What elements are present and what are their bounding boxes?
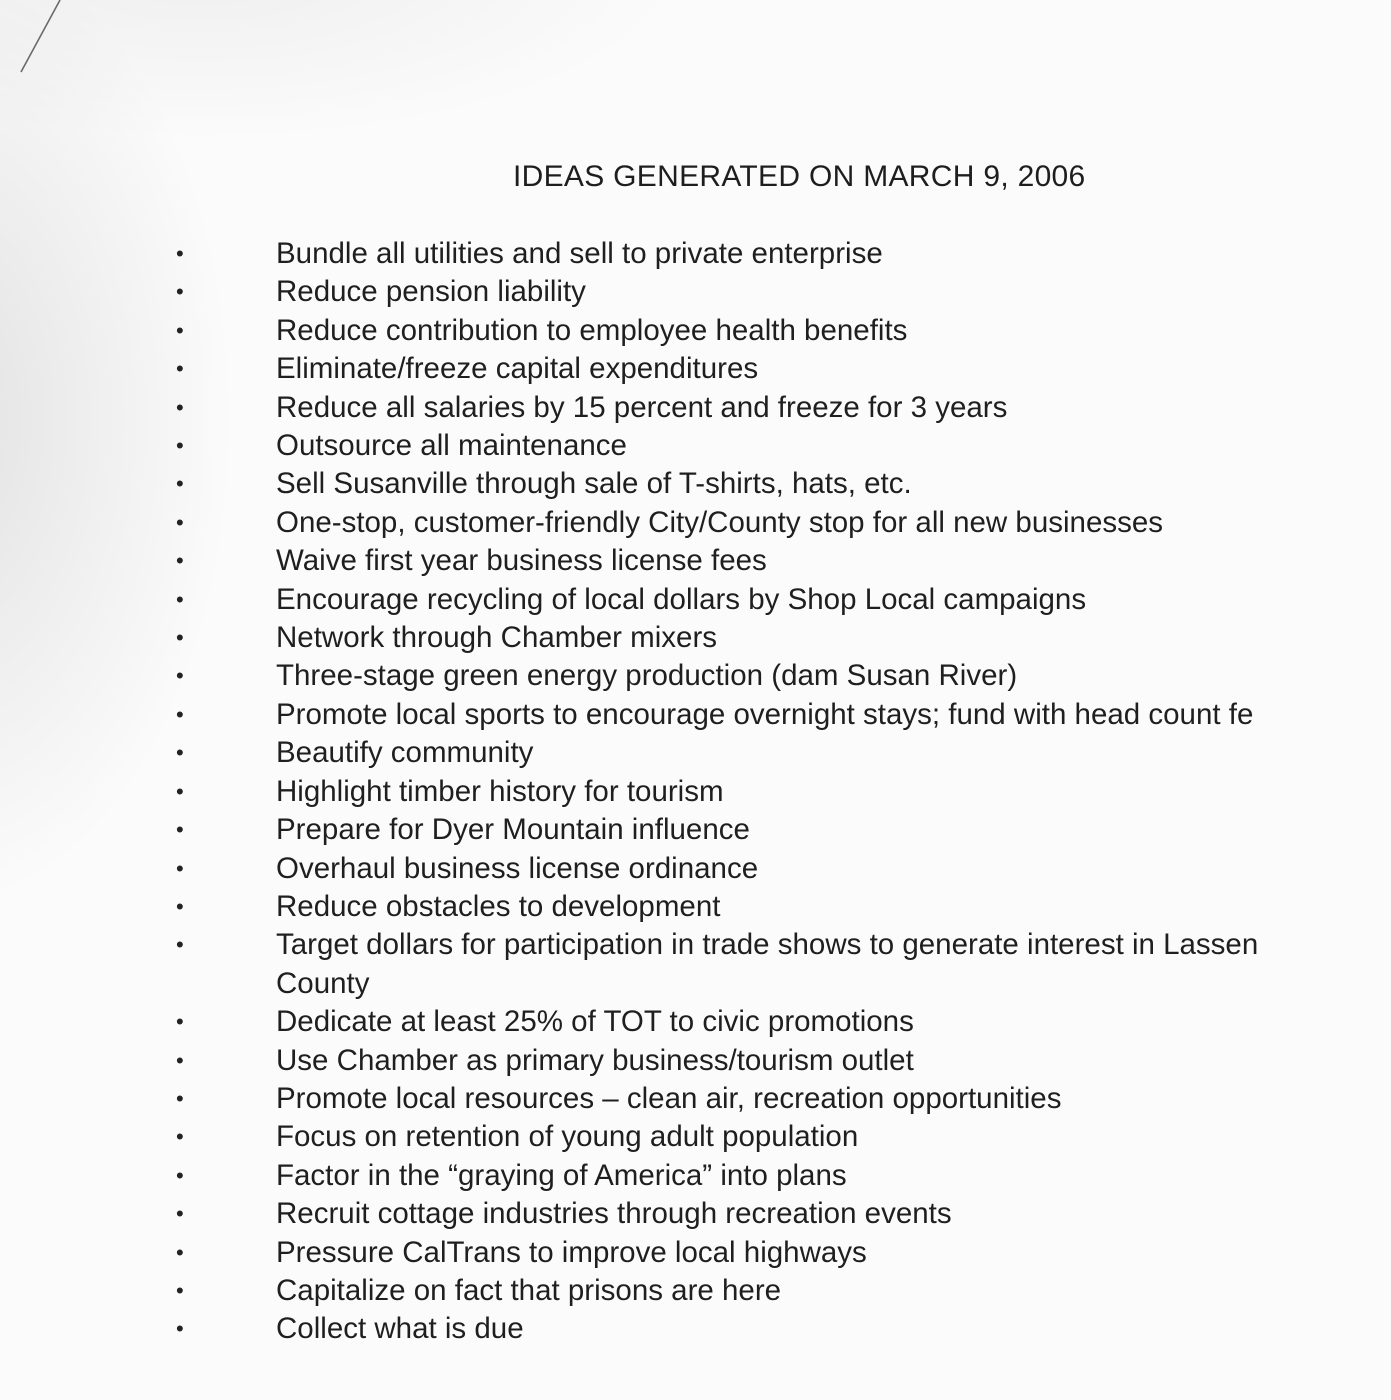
- idea-item: [0, 734, 1391, 772]
- idea-item: [0, 465, 1391, 503]
- idea-item: [0, 657, 1391, 695]
- idea-text: Use Chamber as primary business/tourism outlet: [276, 1043, 914, 1077]
- idea-text: Reduce pension liability: [276, 275, 586, 309]
- bullet-icon: •: [176, 932, 184, 958]
- bullet-icon: •: [176, 548, 184, 574]
- idea-item: [0, 888, 1391, 926]
- bullet-icon: •: [176, 740, 184, 766]
- bullet-icon: •: [176, 817, 184, 843]
- bullet-icon: •: [176, 471, 184, 497]
- bullet-icon: •: [176, 663, 184, 689]
- idea-text: Beautify community: [276, 736, 534, 770]
- bullet-icon: •: [176, 1047, 184, 1073]
- bullet-icon: •: [176, 1316, 184, 1342]
- idea-text: Promote local resources – clean air, recreation opportunities: [276, 1081, 1062, 1115]
- idea-text: Overhaul business license ordinance: [276, 851, 759, 885]
- idea-text: Capitalize on fact that prisons are here: [276, 1273, 782, 1307]
- idea-text: One-stop, customer-friendly City/County stop for all new businesses: [276, 505, 1164, 539]
- idea-item: [0, 312, 1391, 350]
- bullet-icon: •: [176, 356, 184, 382]
- idea-item: [0, 1003, 1391, 1041]
- idea-text: Three-stage green energy production (dam Susan River): [276, 659, 1018, 693]
- bullet-icon: •: [176, 317, 184, 343]
- bullet-icon: •: [176, 1009, 184, 1035]
- idea-text: Network through Chamber mixers: [276, 621, 718, 655]
- bullet-icon: •: [176, 586, 184, 612]
- idea-item: [0, 1080, 1391, 1118]
- idea-text: Waive first year business license fees: [276, 544, 767, 578]
- idea-item: [0, 1042, 1391, 1080]
- idea-text: Promote local sports to encourage overnight stays; fund with head count fe: [276, 697, 1254, 731]
- idea-text: Factor in the “graying of America” into plans: [276, 1158, 847, 1192]
- idea-item: [0, 350, 1391, 388]
- document-title: IDEAS GENERATED ON MARCH 9, 2006: [513, 160, 1086, 193]
- idea-text: Reduce contribution to employee health benefits: [276, 313, 908, 347]
- bullet-icon: •: [176, 1201, 184, 1227]
- idea-item: [0, 773, 1391, 811]
- bullet-icon: •: [176, 778, 184, 804]
- idea-item: [0, 581, 1391, 619]
- idea-text: Encourage recycling of local dollars by Shop Local campaigns: [276, 582, 1087, 616]
- idea-item: [0, 1234, 1391, 1272]
- idea-item: [0, 389, 1391, 427]
- idea-text: Sell Susanville through sale of T-shirts, hats, etc.: [276, 467, 912, 501]
- idea-text: Target dollars for participation in trade shows to generate interest in Lassen County: [276, 928, 1259, 1000]
- idea-item: [0, 696, 1391, 734]
- bullet-icon: •: [176, 701, 184, 727]
- bullet-icon: •: [176, 893, 184, 919]
- idea-item: [0, 235, 1391, 273]
- idea-item: [0, 619, 1391, 657]
- idea-text: Bundle all utilities and sell to private enterprise: [276, 237, 883, 270]
- idea-text: Dedicate at least 25% of TOT to civic promotions: [276, 1005, 914, 1039]
- idea-item: [0, 1310, 1391, 1348]
- idea-item: [0, 850, 1391, 888]
- ideas-list: [0, 235, 1391, 1349]
- bullet-icon: •: [176, 1277, 184, 1303]
- idea-item: [0, 1118, 1391, 1156]
- bullet-icon: •: [176, 1239, 184, 1265]
- bullet-icon: •: [176, 855, 184, 881]
- pen-stroke-mark: [0, 0, 80, 80]
- idea-item: [0, 811, 1391, 849]
- idea-text: Highlight timber history for tourism: [276, 774, 724, 808]
- idea-text: Collect what is due: [276, 1312, 524, 1346]
- idea-text: Prepare for Dyer Mountain influence: [276, 813, 750, 847]
- bullet-icon: •: [176, 509, 184, 535]
- idea-item: [0, 427, 1391, 465]
- idea-item: [0, 1272, 1391, 1310]
- bullet-icon: •: [176, 1162, 184, 1188]
- idea-text: Pressure CalTrans to improve local highways: [276, 1235, 867, 1269]
- idea-text: Focus on retention of young adult population: [276, 1120, 859, 1154]
- idea-item: [0, 926, 1391, 1003]
- idea-item: [0, 542, 1391, 580]
- bullet-icon: •: [176, 1124, 184, 1150]
- bullet-icon: •: [176, 433, 184, 459]
- idea-item: [0, 504, 1391, 542]
- idea-text: Recruit cottage industries through recreation events: [276, 1197, 952, 1231]
- idea-item: [0, 1157, 1391, 1195]
- bullet-icon: •: [176, 625, 184, 651]
- idea-text: Outsource all maintenance: [276, 429, 627, 463]
- bullet-icon: •: [176, 241, 184, 266]
- bullet-icon: •: [176, 1085, 184, 1111]
- bullet-icon: •: [176, 279, 184, 305]
- idea-text: Reduce all salaries by 15 percent and freeze for 3 years: [276, 390, 1008, 424]
- idea-text: Eliminate/freeze capital expenditures: [276, 352, 759, 386]
- bullet-icon: •: [176, 394, 184, 420]
- idea-text: Reduce obstacles to development: [276, 889, 721, 923]
- idea-item: [0, 1195, 1391, 1233]
- idea-item: [0, 273, 1391, 311]
